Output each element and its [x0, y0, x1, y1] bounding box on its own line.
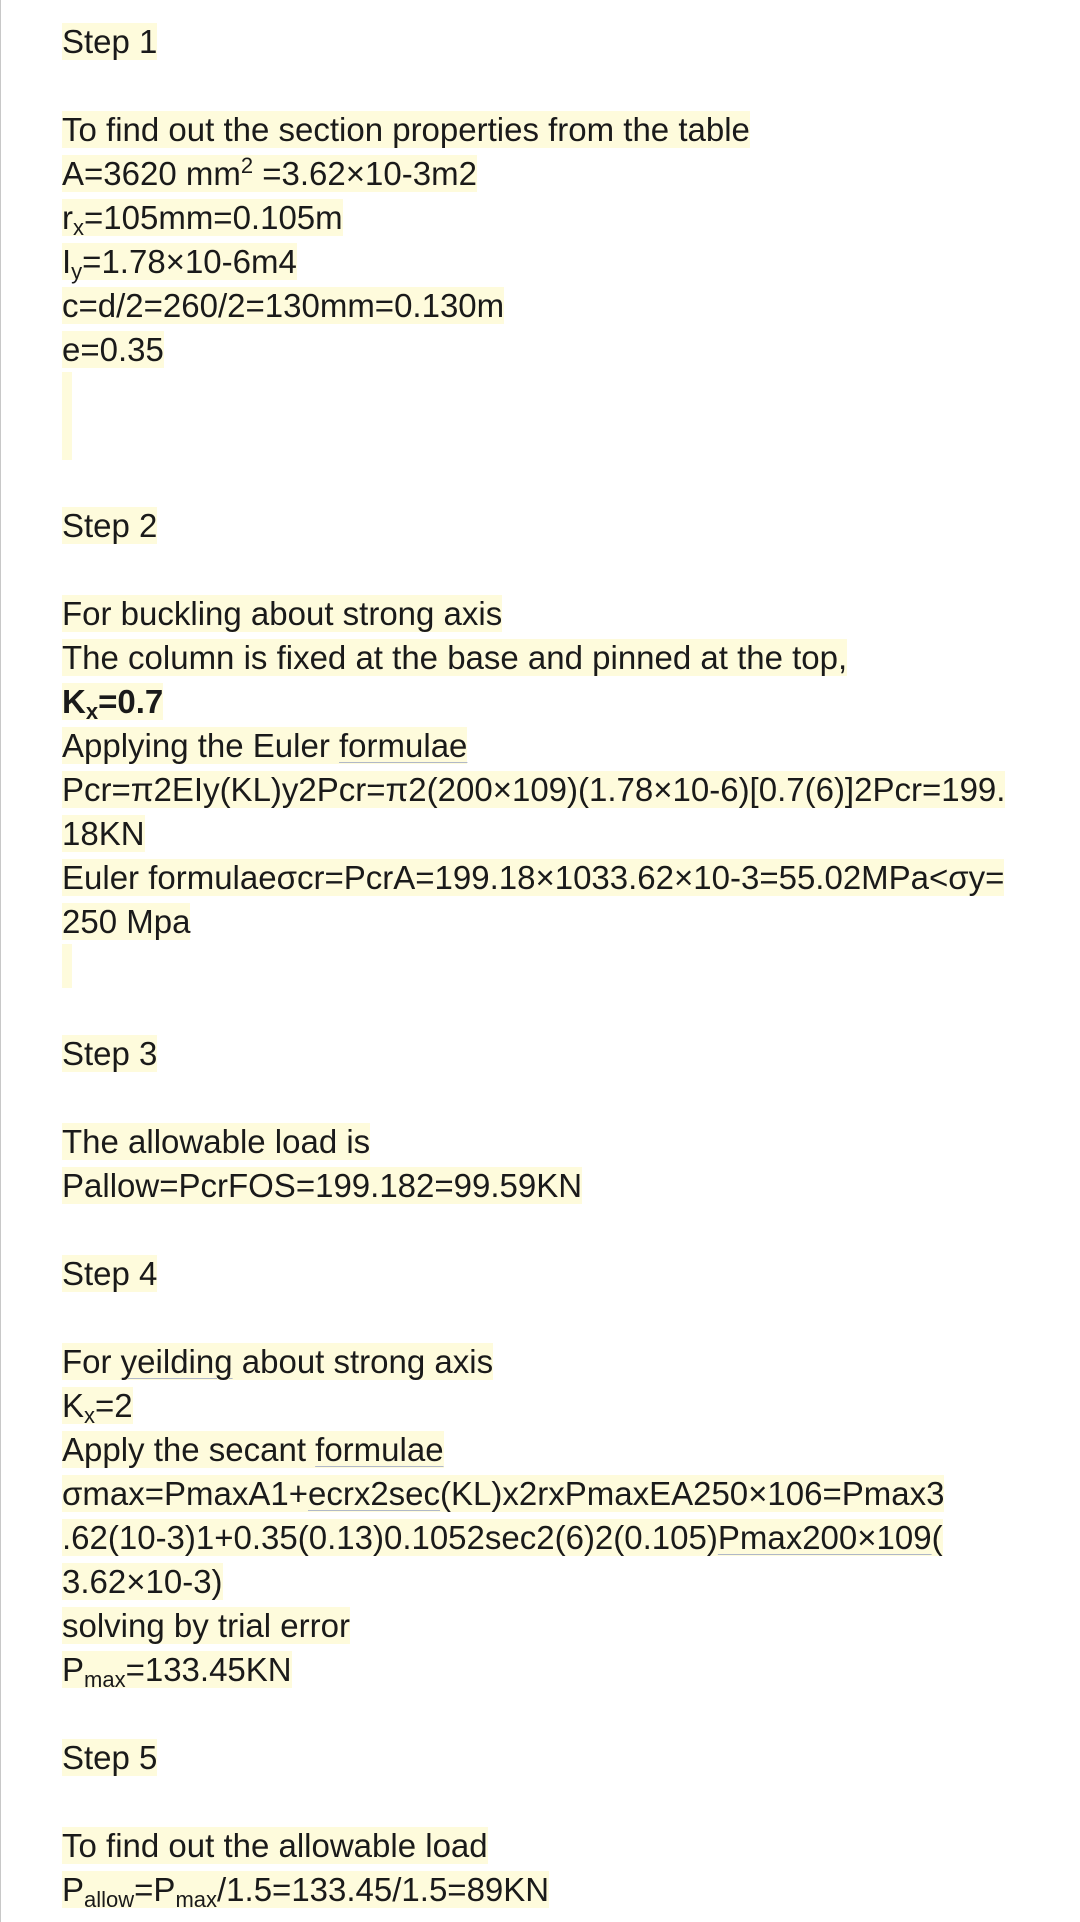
secant-expression-line-1: σmax=PmaxA1+ecrx2sec(KL)x2rxPmaxEA250×106=Pmax3: [62, 1475, 945, 1512]
moment-inertia-line: $I_y=1.78\times 10-6m4$: [62, 243, 297, 284]
secant-heading: Apply the secant formulae: [62, 1431, 444, 1468]
secant-expression-line-2: .62(10-3)1+0.35(0.13)0.1052sec2(6)2(0.105)Pmax200×109(: [62, 1519, 943, 1556]
area-line: A=3620 $mm^2 =3.62\times 10-3m2$: [62, 153, 477, 192]
step-4-heading: Step 4: [62, 1255, 158, 1292]
radius-gyration-line: $r_x=105mm=0.105m$: [62, 199, 343, 240]
secant-expression-line-3: 3.62×10-3): [62, 1563, 223, 1600]
step-1-intro: To find out the section properties from the table: [62, 111, 750, 148]
effective-length-factor: $K_x=2$: [62, 1387, 133, 1428]
euler-heading: Applying the Euler formulae: [62, 727, 468, 764]
critical-stress-expression: Euler formulaeσcr=PcrA=199.18×1033.62×10-3=55.02MPa<σy=250 Mpa: [62, 859, 1005, 940]
step-5-intro: To find out the allowable load: [62, 1827, 488, 1864]
critical-load-expression: Pcr=π2EIy(KL)y2Pcr=π2(200×109)(1.78×10-6)[0.7(6)]2Pcr=199.18KN: [62, 771, 1006, 852]
allowable-load-expression: Pallow=PcrFOS=199.182=99.59KN: [62, 1167, 583, 1204]
solution-document: [62, 20, 1022, 1912]
c-line: c=d/2=260/2=130mm=0.130m: [62, 287, 505, 324]
max-load-result: $P_{max}=133.45KN$: [62, 1651, 292, 1692]
page-left-border: [0, 0, 1, 1922]
e-line: e=0.35: [62, 331, 164, 368]
step-3-heading: Step 3: [62, 1035, 158, 1072]
step-2-intro: For buckling about strong axis: [62, 595, 503, 632]
step-5-heading: Step 5: [62, 1739, 158, 1776]
highlight-bar: [62, 372, 72, 460]
support-condition-line: The column is fixed at the base and pinned at the top,: [62, 639, 848, 676]
effective-length-factor: $K_x=0.7$: [62, 683, 164, 724]
step-4-intro: For yeilding about strong axis: [62, 1343, 494, 1380]
step-3-intro: The allowable load is: [62, 1123, 371, 1160]
allowable-load-result: $P_{allow}=P_{max}/1.5=133.45/1.5=89KN$: [62, 1871, 550, 1912]
step-2-heading: Step 2: [62, 507, 158, 544]
highlight-bar: [62, 944, 72, 988]
trial-error-line: solving by trial error: [62, 1607, 350, 1644]
step-1-heading: Step 1: [62, 23, 158, 60]
